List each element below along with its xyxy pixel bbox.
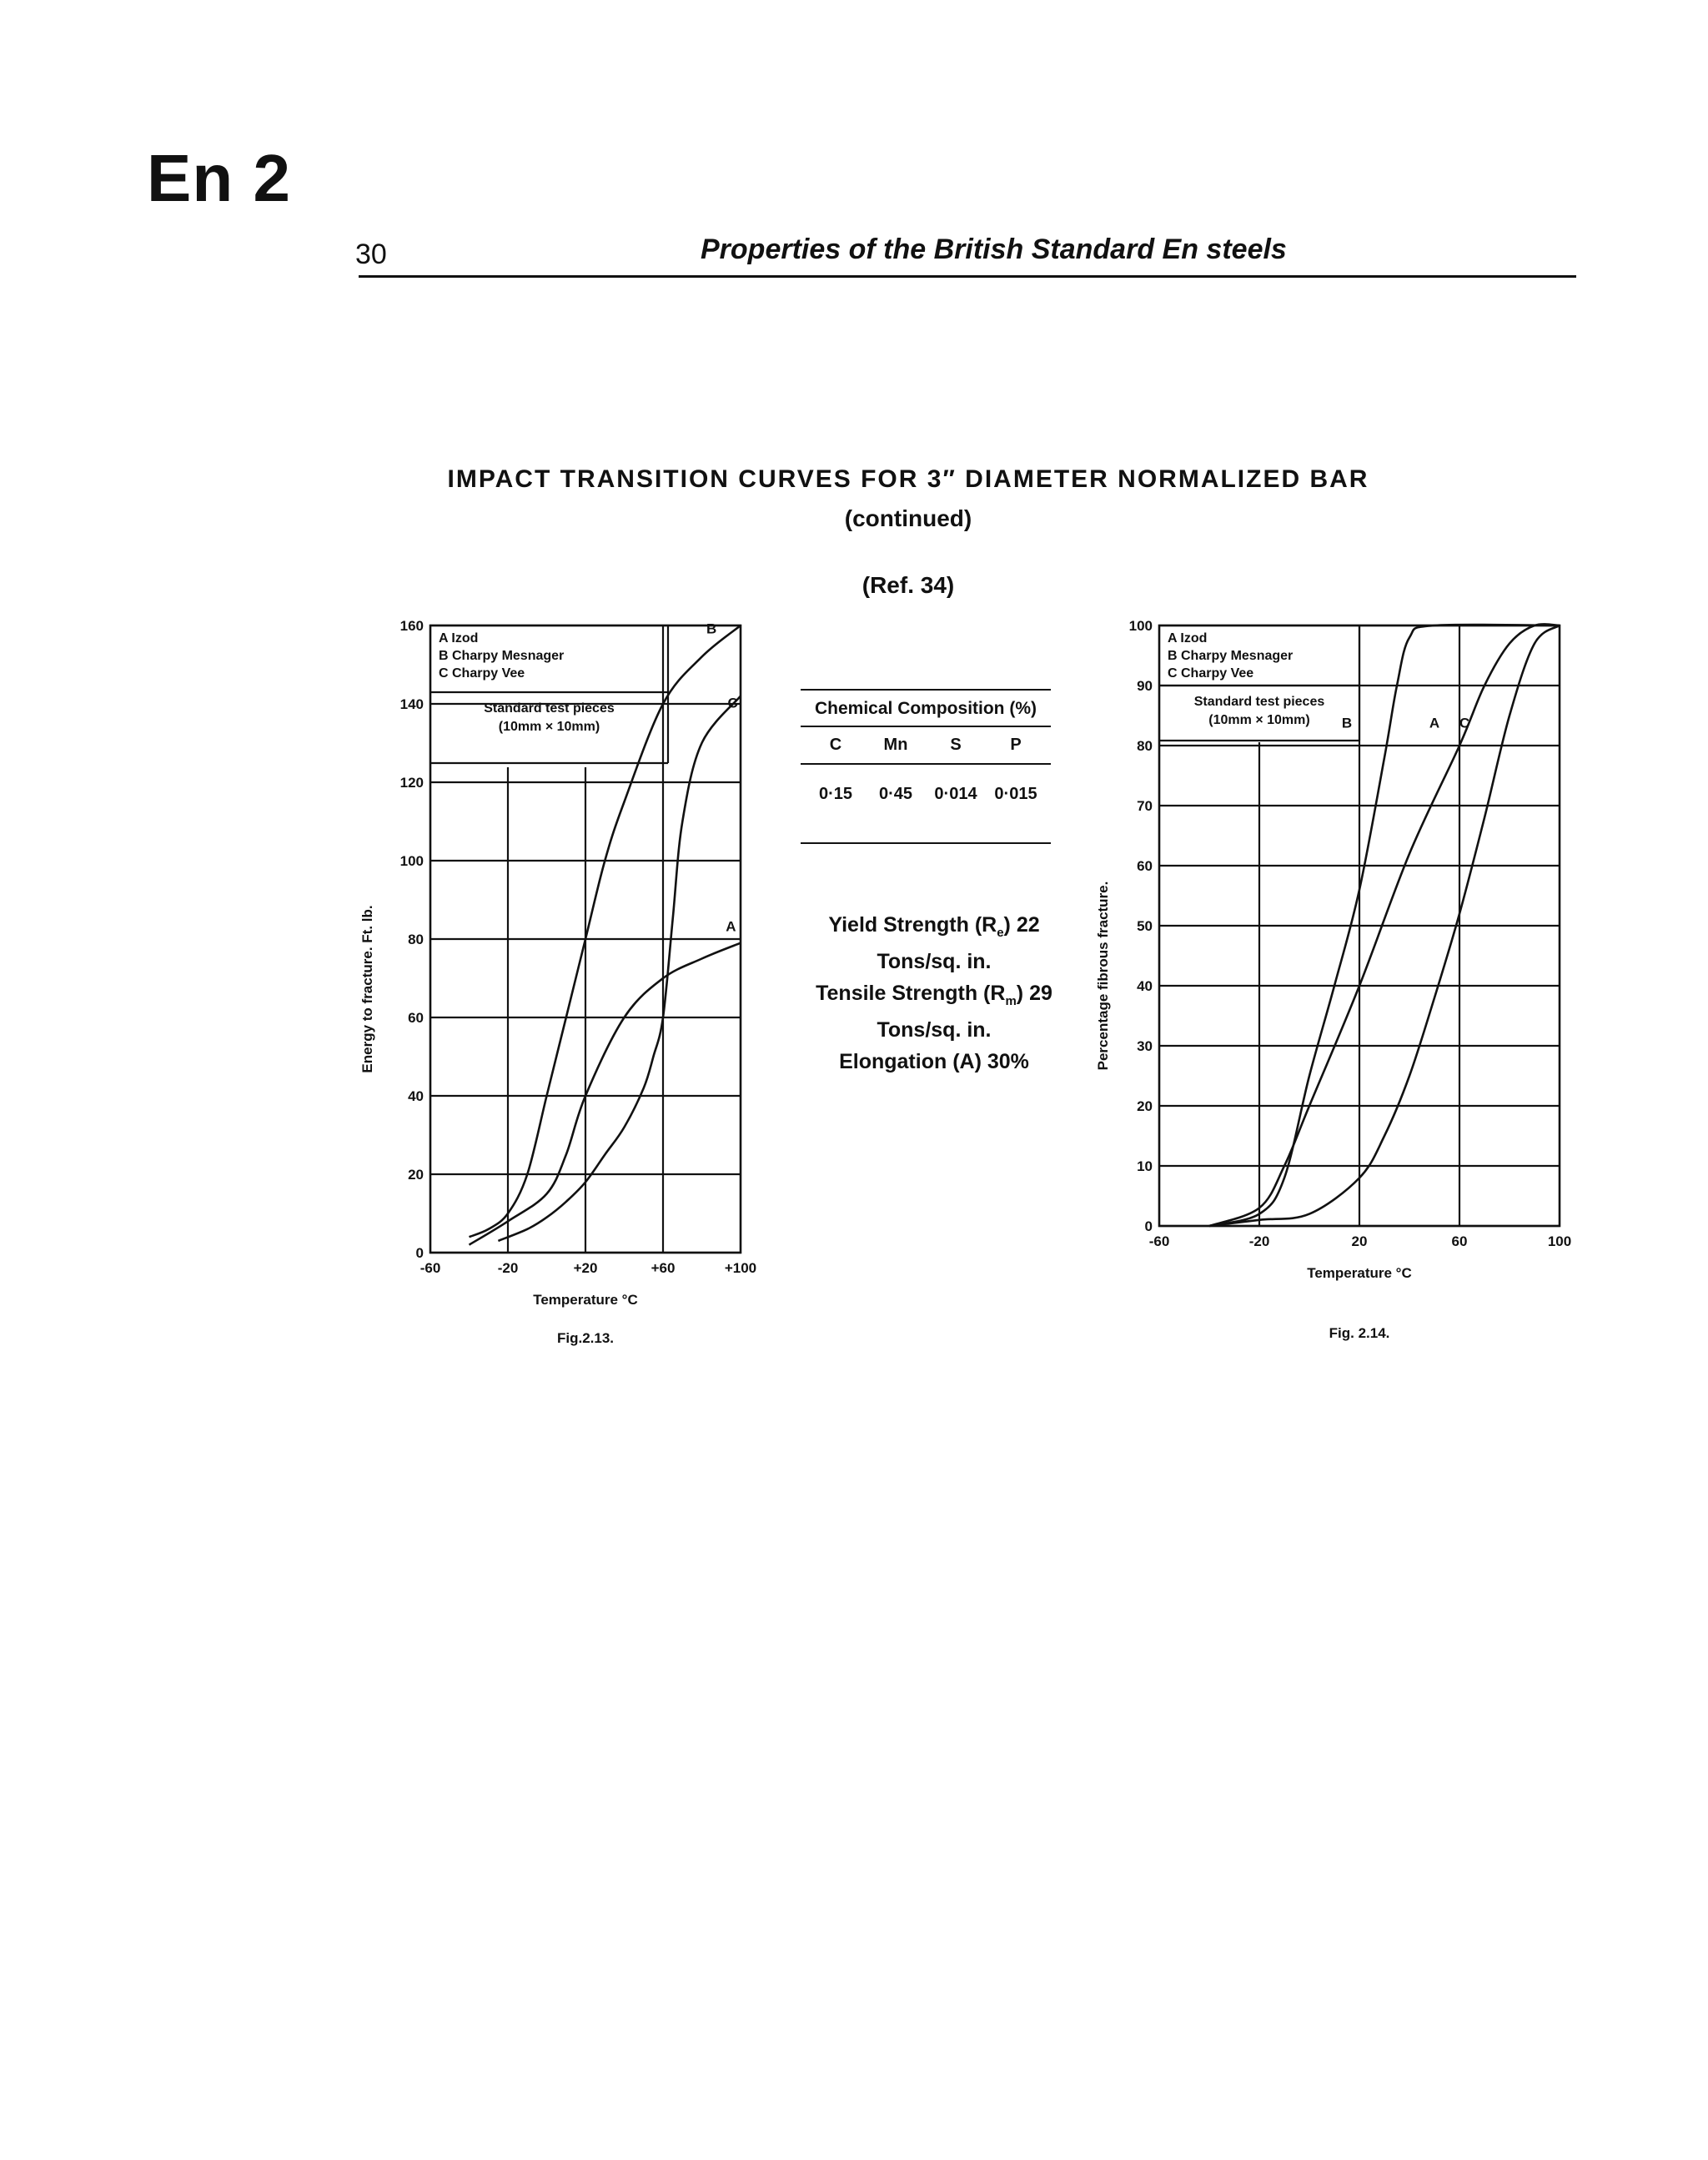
y-tick-label: 140	[399, 696, 424, 712]
yield-label: Yield Strength (R	[828, 913, 997, 937]
x-tick-label: 100	[1547, 1233, 1572, 1249]
x-tick-label: +20	[573, 1260, 598, 1276]
fibrous-fracture-chart	[1084, 609, 1618, 1376]
chart1-caption: Fig.2.13.	[556, 1330, 615, 1346]
header-s: S	[950, 736, 962, 754]
y-tick-label: 50	[1137, 918, 1153, 934]
chart2-caption: Fig. 2.14.	[1329, 1325, 1390, 1341]
tensile-strength	[784, 979, 1084, 1044]
chart1-y-axis-label: Energy to fracture. Ft. lb.	[359, 905, 375, 1073]
y-tick-label: 30	[1137, 1038, 1153, 1054]
chart1-tick-labels	[400, 618, 757, 1276]
series-label-c: C	[1459, 715, 1470, 731]
header-c: C	[829, 736, 842, 754]
legend-entry: A Izod	[439, 631, 479, 645]
x-tick-label: -60	[419, 1260, 441, 1276]
y-tick-label: 120	[399, 775, 424, 791]
value-mn: 0·45	[878, 785, 913, 803]
chart1-x-axis-label: Temperature °C	[533, 1292, 638, 1308]
chart1-legend	[430, 625, 668, 763]
chart2-x-axis-label: Temperature °C	[1307, 1265, 1412, 1281]
legend-note: Standard test pieces	[1193, 695, 1325, 709]
figure-subtitle: (continued)	[844, 505, 972, 531]
legend-note: Standard test pieces	[484, 701, 615, 716]
x-tick-label: 60	[1451, 1233, 1468, 1249]
value-p: 0·015	[994, 785, 1037, 803]
header-p: P	[1010, 736, 1022, 754]
page-number: 30	[355, 239, 387, 270]
y-tick-label: 20	[408, 1167, 424, 1183]
yield-unit: Tons/sq. in.	[877, 950, 992, 973]
chart2-y-axis-label: Percentage fibrous fracture.	[1095, 881, 1111, 1071]
y-tick-label: 60	[408, 1010, 424, 1026]
series-label-b: B	[706, 620, 717, 637]
impact-energy-chart	[334, 609, 784, 1376]
elongation: Elongation (A) 30%	[839, 1050, 1029, 1073]
header-mn: Mn	[883, 736, 908, 754]
x-tick-label: +100	[724, 1260, 757, 1276]
legend-entry: C Charpy Vee	[439, 666, 525, 681]
legend-note: (10mm × 10mm)	[498, 720, 600, 734]
yield-subscript: e	[997, 926, 1004, 940]
table-bottom-rule	[801, 842, 1051, 844]
table-title: Chemical Composition (%)	[814, 699, 1037, 718]
legend-entry: B Charpy Mesnager	[439, 649, 565, 663]
figure-reference: (Ref. 34)	[862, 572, 955, 598]
y-tick-label: 0	[1144, 1218, 1153, 1234]
x-tick-label: 20	[1351, 1233, 1368, 1249]
tensile-value: ) 29	[1016, 982, 1052, 1005]
tensile-label: Tensile Strength (R	[816, 982, 1006, 1005]
y-tick-label: 60	[1137, 858, 1153, 874]
series-label-c: C	[727, 695, 738, 711]
yield-strength	[784, 911, 1084, 976]
y-tick-label: 40	[408, 1088, 424, 1104]
legend-entry: A Izod	[1168, 631, 1208, 645]
y-tick-label: 100	[399, 853, 424, 869]
header-rule	[359, 275, 1576, 278]
y-tick-label: 10	[1137, 1158, 1153, 1174]
y-tick-label: 80	[1137, 738, 1153, 754]
series-label-a: A	[1429, 715, 1440, 731]
figure-title: IMPACT TRANSITION CURVES FOR 3″ DIAMETER NORMALIZED BAR	[447, 465, 1369, 493]
y-tick-label: 70	[1137, 798, 1153, 814]
chart2-legend	[1159, 625, 1359, 741]
y-tick-label: 160	[399, 618, 424, 634]
y-tick-label: 40	[1137, 978, 1153, 994]
chart2-tick-labels	[1129, 618, 1572, 1249]
legend-note: (10mm × 10mm)	[1208, 713, 1310, 727]
y-tick-label: 80	[408, 932, 424, 947]
chemical-composition-table	[801, 689, 1051, 844]
series-curve-b	[470, 625, 741, 1237]
x-tick-label: -20	[1248, 1233, 1270, 1249]
y-tick-label: 100	[1128, 618, 1153, 634]
series-label-a: A	[726, 918, 736, 935]
tensile-unit: Tons/sq. in.	[877, 1018, 992, 1042]
legend-entry: B Charpy Mesnager	[1168, 649, 1294, 663]
y-tick-label: 90	[1137, 678, 1153, 694]
series-curve-c	[498, 696, 741, 1241]
table-header-row	[801, 727, 1051, 763]
document-code: En 2	[147, 141, 291, 215]
table-row	[801, 765, 1051, 842]
series-curve-a	[470, 943, 741, 1245]
series-label-b: B	[1341, 715, 1353, 731]
x-tick-label: -20	[497, 1260, 519, 1276]
y-tick-label: 0	[415, 1245, 424, 1261]
value-s: 0·014	[934, 785, 977, 803]
tensile-subscript: m	[1005, 994, 1017, 1008]
x-tick-label: -60	[1148, 1233, 1170, 1249]
x-tick-label: +60	[651, 1260, 676, 1276]
legend-entry: C Charpy Vee	[1168, 666, 1254, 681]
value-c: 0·15	[818, 785, 853, 803]
running-head: Properties of the British Standard En steels	[701, 234, 1287, 265]
y-tick-label: 20	[1137, 1098, 1153, 1114]
yield-value: ) 22	[1003, 913, 1040, 937]
